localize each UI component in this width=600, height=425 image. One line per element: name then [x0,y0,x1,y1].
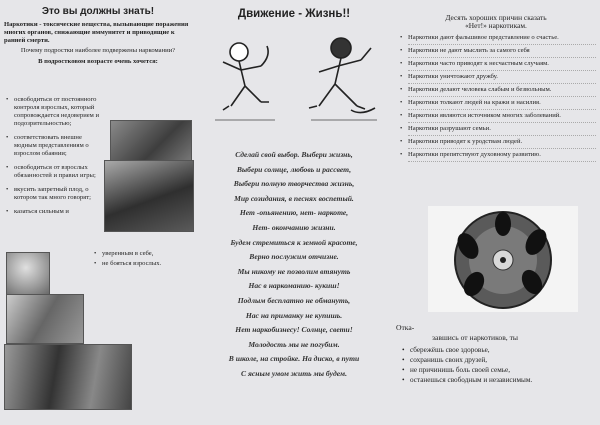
right-title: Десять хороших причин сказать [445,13,547,22]
poem-line: Верно послужим отчизне. [249,252,339,262]
photo-teen-sad [104,160,194,232]
no-reason-item: • Наркотики дают фальшивое представление о счастье. [408,34,596,45]
no-reason-item: • Наркотики приводят к уродствам людей. [408,138,596,149]
left-title: Это вы должны знать! [41,6,155,17]
right-subtitle: «Нет!» наркотикам. [465,21,527,30]
drug-definition: Наркотики - токсические вещества, вызывающие поражения многих органов, снижающие иммунитет и приводящие к ранней смерти. [4,21,189,44]
right-panel [392,0,600,425]
poem-line: Будем стремиться к земной красоте, [230,237,358,247]
poem-line: Нет наркобизнесу! Солнце, свети! [235,325,353,335]
reason-cont-item: • не бояться взрослых. [102,260,192,268]
no-reason-item: • Наркотики уничтожают дружбу. [408,73,596,84]
refuse-item: • сохранишь своих друзей, [410,356,590,364]
poem-line: Молодость мы не погубим. [248,339,340,349]
photo-girl [6,252,50,296]
no-reason-item: • Наркотики препятствуют духовному развитию. [408,151,596,162]
left-panel [0,0,196,425]
reason-item: • казаться сильным и [14,208,104,216]
no-reason-item: • Наркотики делают человека слабым и безвольным. [408,86,596,97]
reason-item: • соответствовать внешне модным представлениям о взрослом обаянии; [14,134,104,158]
poem-line: Нет- окончанию жизни. [252,222,336,232]
reason-cont-item: • уверенным в себе, [102,250,192,258]
refuse-heading-1: Отка- [396,323,415,332]
poem-line: С ясным умом жить мы будем. [240,368,347,378]
poem-line: Нет -опьянению, нет- наркоте, [239,208,349,218]
question-text: Почему подростки наиболее подвержены наркомании? [20,47,176,54]
poem-line: Выбери солнце, любовь и рассвет, [236,164,352,174]
no-reason-item: • Наркотики часто приводят к несчастным случаям. [408,60,596,71]
no-reason-item: • Наркотики не дают мыслить за самого себя [408,47,596,58]
refuse-item: • не причинишь боль своей семье, [410,366,590,374]
poem [200,148,388,382]
middle-title: Движение - Жизнь!! [237,8,351,20]
poem-line: Нас на приманку не купишь. [245,310,343,320]
poem-line: Мы никому не позволим втянуть [237,266,351,276]
no-reason-item: • Наркотики разрушают семьи. [408,125,596,136]
reasons-continued [92,250,192,270]
disc-with-hands-image [428,206,578,312]
poem-line: Подлым бесплатно не обмануть, [237,295,351,305]
poem-line: Мир созидания, в песнях воспетый. [234,193,354,203]
photo-teens-drinking [6,294,84,344]
refuse-item: • останешься свободным и независимым. [410,376,590,384]
reasons-no-list [398,34,596,162]
no-reason-item: • Наркотики являются источником многих заболеваний. [408,112,596,123]
poem-line: Выбери полную творчества жизнь, [233,179,355,189]
photo-teens-smoking [4,344,132,410]
photo-teens-group [110,120,192,162]
cartoon-running-figures [201,26,387,126]
refuse-list [400,346,590,386]
refuse-item: • сбережёшь свое здоровье, [410,346,590,354]
no-reason-item: • Наркотики толкают людей на кражи и насилия. [408,99,596,110]
reason-item: • вкусить запретный плод, о котором так много говорят; [14,186,104,202]
refuse-heading-2: завшись от наркотиков, ты [432,333,519,342]
poem-line: В школе, на стройке. На диско, в пути [228,354,360,364]
reasons-list [4,96,104,218]
reason-item: • освободиться от взрослых обязанностей и правил игры; [14,164,104,180]
poem-line: Сделай свой выбор. Выбери жизнь, [235,150,353,159]
subheading: В подростковом возрасте очень хочется: [38,58,158,65]
middle-panel [196,0,392,425]
reason-item: • освободиться от постоянного контроля взрослых, который сопровождается недоверием и подозрительностью; [14,96,104,128]
poem-line: Нас в наркоманию- кукиш! [248,281,340,291]
